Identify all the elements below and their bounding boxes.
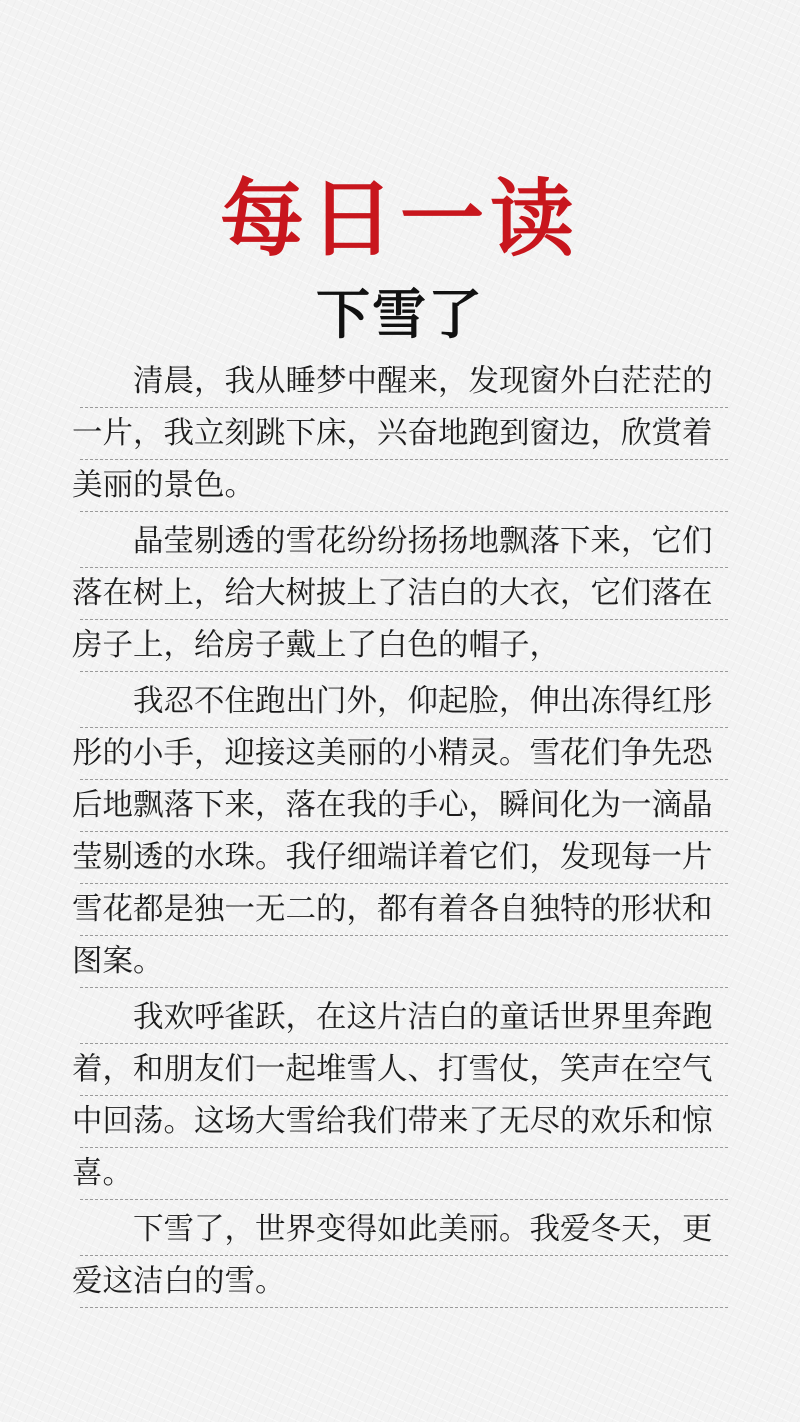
paragraph-line: 着，和朋友们一起堆雪人、打雪仗，笑声在空气 — [72, 1044, 728, 1096]
dashed-rule — [80, 1307, 728, 1308]
paragraph-line: 中回荡。这场大雪给我们带来了无尽的欢乐和惊 — [72, 1096, 728, 1148]
paragraph-line: 房子上，给房子戴上了白色的帽子， — [72, 620, 728, 672]
dashed-rule — [80, 671, 728, 672]
dashed-rule — [80, 987, 728, 988]
article-body — [72, 356, 728, 1308]
paragraph-line: 我欢呼雀跃，在这片洁白的童话世界里奔跑 — [72, 992, 728, 1044]
paragraph-line: 喜。 — [72, 1148, 728, 1200]
article-title: 下雪了 — [316, 283, 484, 346]
paragraph-line: 清晨，我从睡梦中醒来，发现窗外白茫茫的 — [72, 356, 728, 408]
paragraph-line: 美丽的景色。 — [72, 460, 728, 512]
paragraph-line: 晶莹剔透的雪花纷纷扬扬地飘落下来，它们 — [72, 516, 728, 568]
paragraph-line: 下雪了，世界变得如此美丽。我爱冬天，更 — [72, 1204, 728, 1256]
paragraph-line: 爱这洁白的雪。 — [72, 1256, 728, 1308]
paragraph-line: 莹剔透的水珠。我仔细端详着它们，发现每一片 — [72, 832, 728, 884]
dashed-rule — [80, 1199, 728, 1200]
paragraph-line: 图案。 — [72, 936, 728, 988]
paragraph-line: 雪花都是独一无二的，都有着各自独特的形状和 — [72, 884, 728, 936]
paragraph-line: 我忍不住跑出门外，仰起脸，伸出冻得红彤 — [72, 676, 728, 728]
dashed-rule — [80, 511, 728, 512]
paragraph-line: 彤的小手，迎接这美丽的小精灵。雪花们争先恐 — [72, 728, 728, 780]
paragraph-line: 一片，我立刻跳下床，兴奋地跑到窗边，欣赏着 — [72, 408, 728, 460]
paragraph-line: 落在树上，给大树披上了洁白的大衣，它们落在 — [72, 568, 728, 620]
page-title: 每日一读 — [219, 169, 580, 268]
paragraph-line: 后地飘落下来，落在我的手心，瞬间化为一滴晶 — [72, 780, 728, 832]
